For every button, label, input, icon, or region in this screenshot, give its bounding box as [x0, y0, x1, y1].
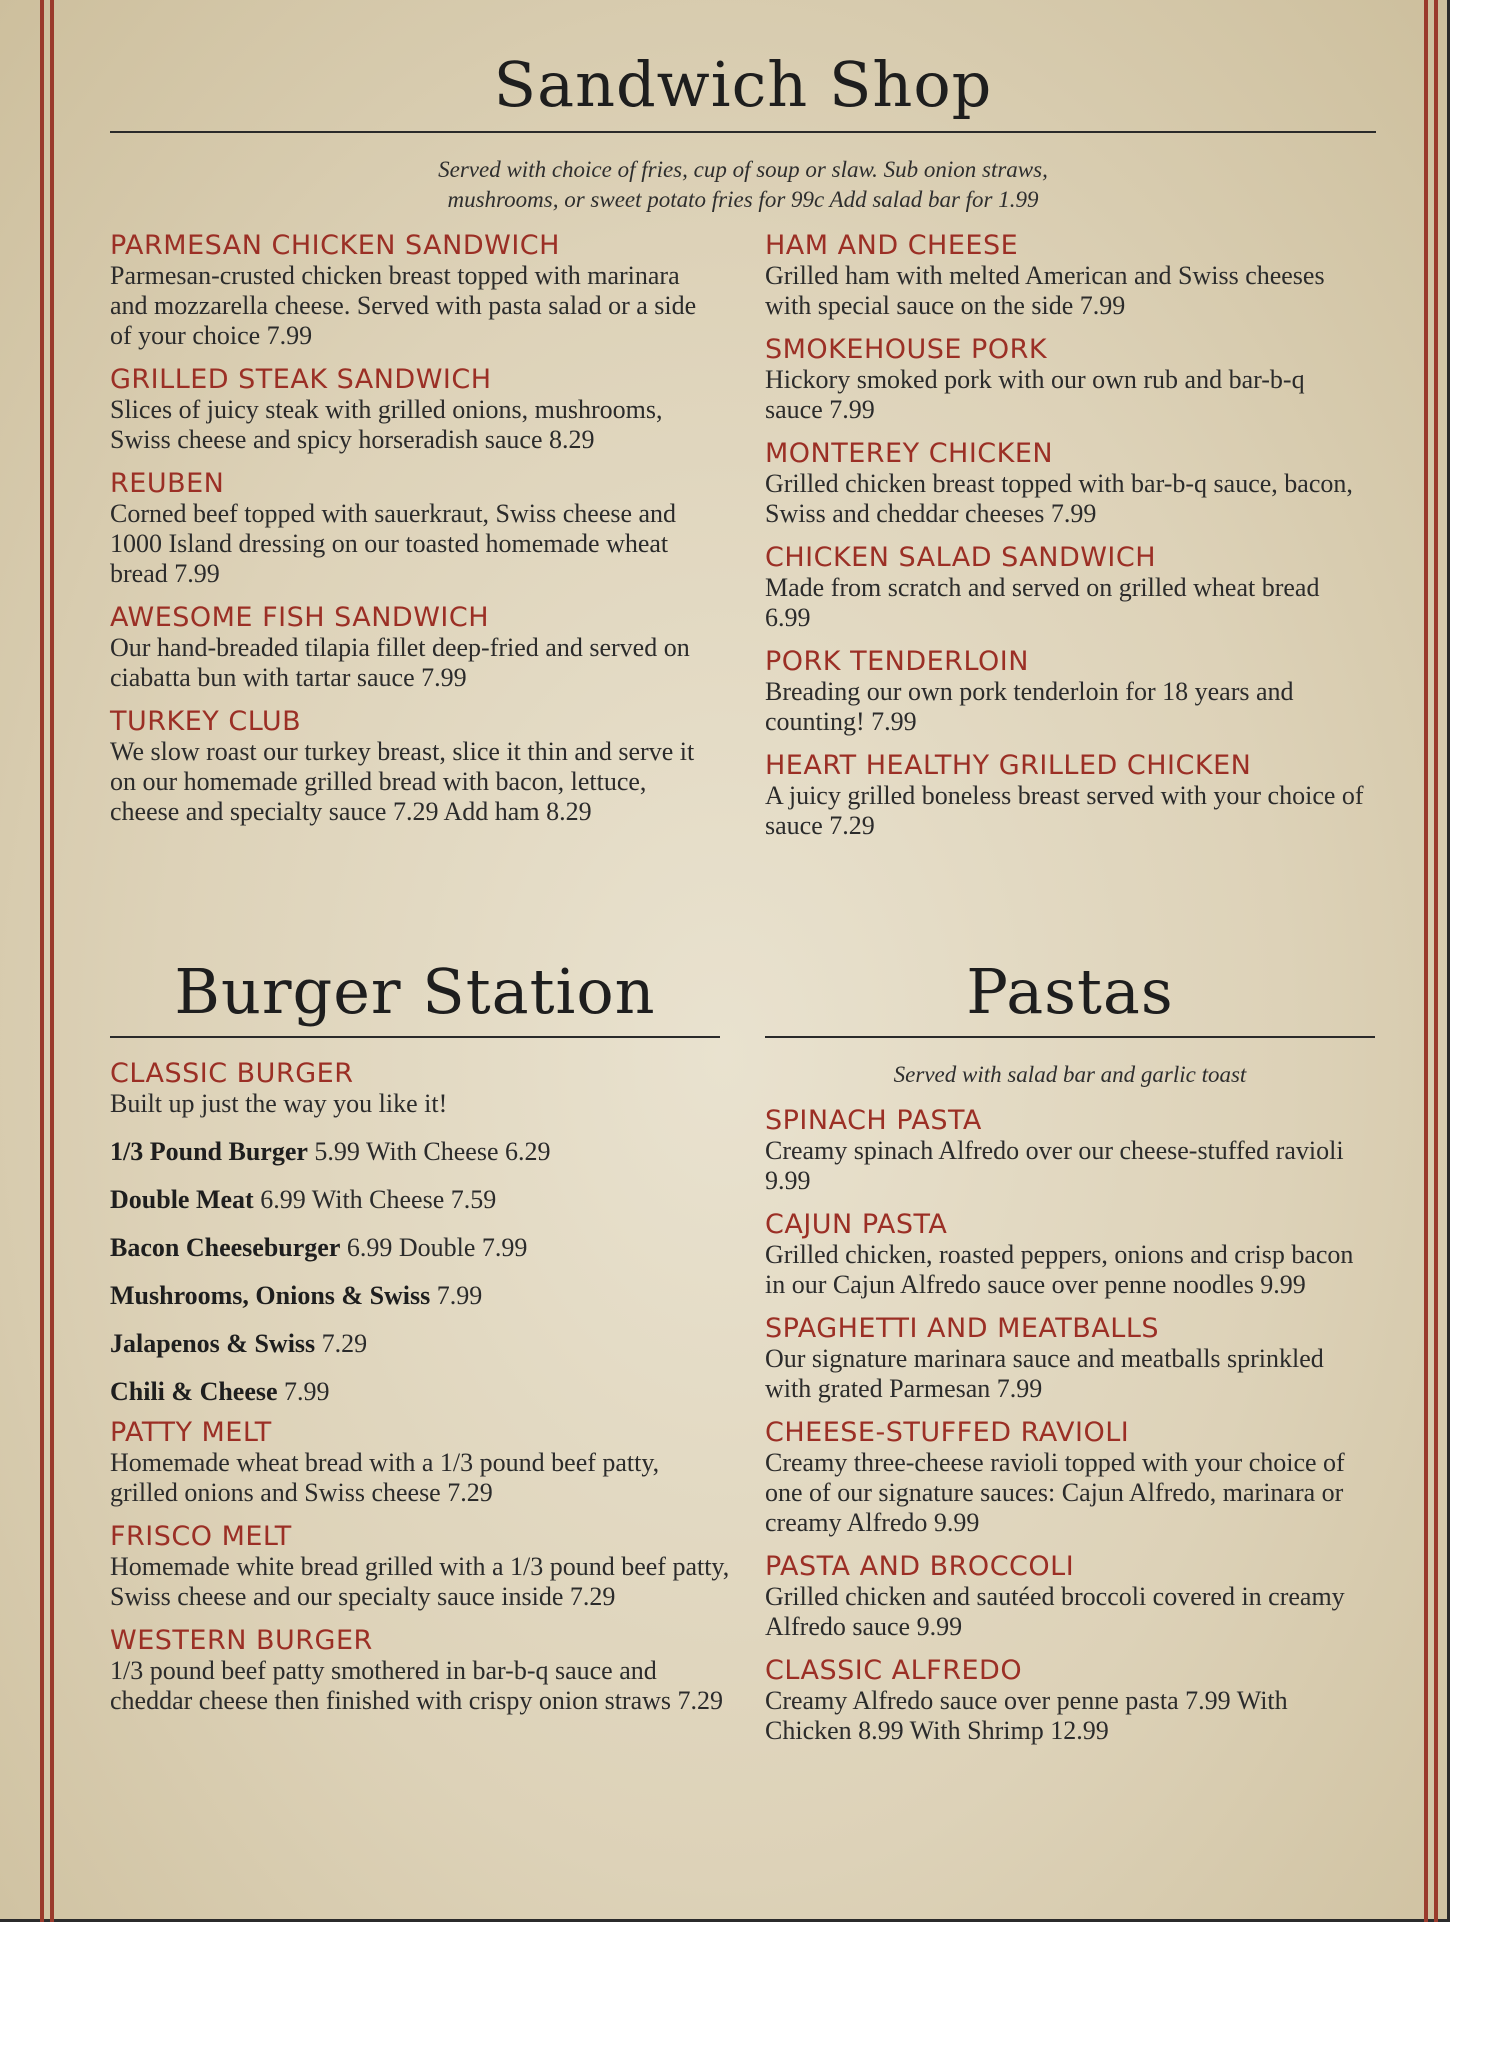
burger-option — [110, 1233, 730, 1263]
item-description: Grilled chicken, roasted peppers, onions and crisp bacon in our Cajun Alfredo sauce over penne noodles 9.99 — [765, 1240, 1354, 1299]
item-name: WESTERN BURGER — [110, 1625, 373, 1656]
item-description: Homemade wheat bread with a 1/3 pound beef patty, grilled onions and Swiss cheese 7.29 — [110, 1448, 660, 1507]
menu-item — [110, 364, 720, 455]
item-description: Creamy three-cheese ravioli topped with your choice of one of our signature sauces: Cajun Alfredo, marinara or creamy Alfredo 9.99 — [765, 1448, 1345, 1537]
item-description: We slow roast our turkey breast, slice it thin and serve it on our homemade grilled bread with bacon, lettuce, cheese and specialty sauce 7.29 Add ham 8.29 — [110, 737, 695, 826]
scan-margin — [0, 1922, 1489, 2048]
burger-option-name: Chili & Cheese — [110, 1377, 278, 1406]
item-description: Homemade white bread grilled with a 1/3 pound beef patty, Swiss cheese and our specialty sauce inside 7.29 — [110, 1552, 730, 1611]
burger-option-name: 1/3 Pound Burger — [110, 1137, 308, 1166]
menu-item — [110, 230, 720, 351]
item-description: Breading our own pork tenderloin for 18 years and counting! 7.99 — [765, 677, 1294, 736]
menu-item — [765, 438, 1365, 529]
item-description: Our hand-breaded tilapia fillet deep-fried and served on ciabatta bun with tartar sauce 7.99 — [110, 633, 690, 692]
item-name: SPINACH PASTA — [765, 1105, 982, 1136]
sandwich-shop-title: Sandwich Shop — [493, 48, 993, 121]
item-description: 1/3 pound beef patty smothered in bar-b-q sauce and cheddar cheese then finished with crispy onion straws 7.29 — [110, 1656, 724, 1715]
menu-item — [765, 334, 1365, 425]
item-name: MONTEREY CHICKEN — [765, 438, 1054, 469]
item-description: Grilled chicken breast topped with bar-b-q sauce, bacon, Swiss and cheddar cheeses 7.99 — [765, 469, 1353, 528]
burger-option-name: Jalapenos & Swiss — [110, 1329, 316, 1358]
burger-option — [110, 1377, 730, 1407]
pastas-title-rule — [765, 1036, 1375, 1038]
sandwich-left-column — [110, 230, 720, 840]
item-name: CAJUN PASTA — [765, 1209, 948, 1240]
menu-item — [765, 1655, 1375, 1746]
item-name: PORK TENDERLOIN — [765, 646, 1029, 677]
item-description: Creamy spinach Alfredo over our cheese-stuffed ravioli 9.99 — [765, 1136, 1344, 1195]
sandwich-subtitle-line1: Served with choice of fries, cup of soup or slaw. Sub onion straws, — [438, 157, 1048, 182]
left-border-line-inner — [50, 0, 54, 1922]
item-name: SPAGHETTI AND MEATBALLS — [765, 1313, 1160, 1344]
sandwich-subtitle-line2: mushrooms, or sweet potato fries for 99c Add salad bar for 1.99 — [447, 187, 1039, 212]
burger-option — [110, 1137, 730, 1167]
burger-option-name: Bacon Cheeseburger — [110, 1233, 341, 1262]
item-description: Grilled chicken and sautéed broccoli covered in creamy Alfredo sauce 9.99 — [765, 1582, 1345, 1641]
item-name: PASTA AND BROCCOLI — [765, 1551, 1075, 1582]
item-name: SMOKEHOUSE PORK — [765, 334, 1048, 365]
menu-item — [110, 1521, 730, 1612]
menu-item — [765, 1209, 1375, 1300]
item-description: Hickory smoked pork with our own rub and bar-b-q sauce 7.99 — [765, 365, 1305, 424]
menu-item — [110, 602, 720, 693]
item-description: Slices of juicy steak with grilled onions, mushrooms, Swiss cheese and spicy horseradish sauce 8.29 — [110, 395, 663, 454]
menu-item — [765, 1105, 1375, 1196]
burger-option — [110, 1185, 730, 1215]
menu-item — [765, 1313, 1375, 1404]
item-name: FRISCO MELT — [110, 1521, 292, 1552]
menu-item — [765, 1417, 1375, 1538]
pastas-title: Pastas — [966, 955, 1174, 1028]
item-description: Made from scratch and served on grilled wheat bread 6.99 — [765, 573, 1320, 632]
menu-item — [110, 1625, 730, 1716]
item-description: Our signature marinara sauce and meatballs sprinkled with grated Parmesan 7.99 — [765, 1344, 1324, 1403]
burger-column — [110, 1058, 730, 1729]
menu-item — [765, 1551, 1375, 1642]
item-name: AWESOME FISH SANDWICH — [110, 602, 490, 633]
burger-option-price: 7.29 — [315, 1329, 368, 1358]
burger-station-title: Burger Station — [174, 955, 656, 1028]
menu-item — [110, 468, 720, 589]
sandwich-subtitle — [110, 155, 1376, 215]
item-description: Built up just the way you like it! — [110, 1089, 448, 1118]
menu-item — [110, 1417, 730, 1508]
item-description: Parmesan-crusted chicken breast topped with marinara and mozzarella cheese. Served with pasta salad or a side of your choice 7.99 — [110, 261, 697, 350]
menu-item — [765, 230, 1365, 321]
burger-option — [110, 1329, 730, 1359]
menu-item — [765, 750, 1365, 841]
item-name: CHEESE-STUFFED RAVIOLI — [765, 1417, 1130, 1448]
sandwich-right-column — [765, 230, 1365, 854]
item-name: CLASSIC ALFREDO — [765, 1655, 1023, 1686]
item-description: Grilled ham with melted American and Swiss cheeses with special sauce on the side 7.99 — [765, 261, 1325, 320]
left-border-line-outer — [40, 0, 44, 1922]
right-border-line-inner — [1424, 0, 1428, 1922]
burger-title-rule — [110, 1036, 720, 1038]
item-description: A juicy grilled boneless breast served with your choice of sauce 7.29 — [765, 781, 1364, 840]
right-border-line-outer — [1434, 0, 1438, 1922]
item-description: Corned beef topped with sauerkraut, Swiss cheese and 1000 Island dressing on our toasted homemade wheat bread 7.99 — [110, 499, 677, 588]
pastas-subtitle: Served with salad bar and garlic toast — [893, 1062, 1247, 1087]
item-description: Creamy Alfredo sauce over penne pasta 7.99 With Chicken 8.99 With Shrimp 12.99 — [765, 1686, 1288, 1745]
item-name: REUBEN — [110, 468, 225, 499]
item-name: HEART HEALTHY GRILLED CHICKEN — [765, 750, 1252, 781]
burger-option-name: Mushrooms, Onions & Swiss — [110, 1281, 431, 1310]
menu-item — [765, 646, 1365, 737]
burger-option-name: Double Meat — [110, 1185, 254, 1214]
item-name: TURKEY CLUB — [110, 706, 302, 737]
item-name: PARMESAN CHICKEN SANDWICH — [110, 230, 560, 261]
item-name: PATTY MELT — [110, 1417, 272, 1448]
burger-option-price: 6.99 Double 7.99 — [340, 1233, 528, 1262]
burger-option — [110, 1281, 730, 1311]
item-name: CHICKEN SALAD SANDWICH — [765, 542, 1157, 573]
item-name: HAM AND CHEESE — [765, 230, 1019, 261]
item-name: CLASSIC BURGER — [110, 1058, 354, 1089]
menu-item — [765, 542, 1365, 633]
menu-item — [110, 706, 720, 827]
burger-option-price: 5.99 With Cheese 6.29 — [307, 1137, 551, 1166]
burger-option-price: 7.99 — [430, 1281, 483, 1310]
pastas-column — [765, 1105, 1375, 1759]
burger-option-price: 6.99 With Cheese 7.59 — [253, 1185, 497, 1214]
item-name: GRILLED STEAK SANDWICH — [110, 364, 492, 395]
sandwich-title-rule — [110, 131, 1376, 133]
menu-item — [110, 1058, 730, 1119]
burger-option-price: 7.99 — [277, 1377, 330, 1406]
